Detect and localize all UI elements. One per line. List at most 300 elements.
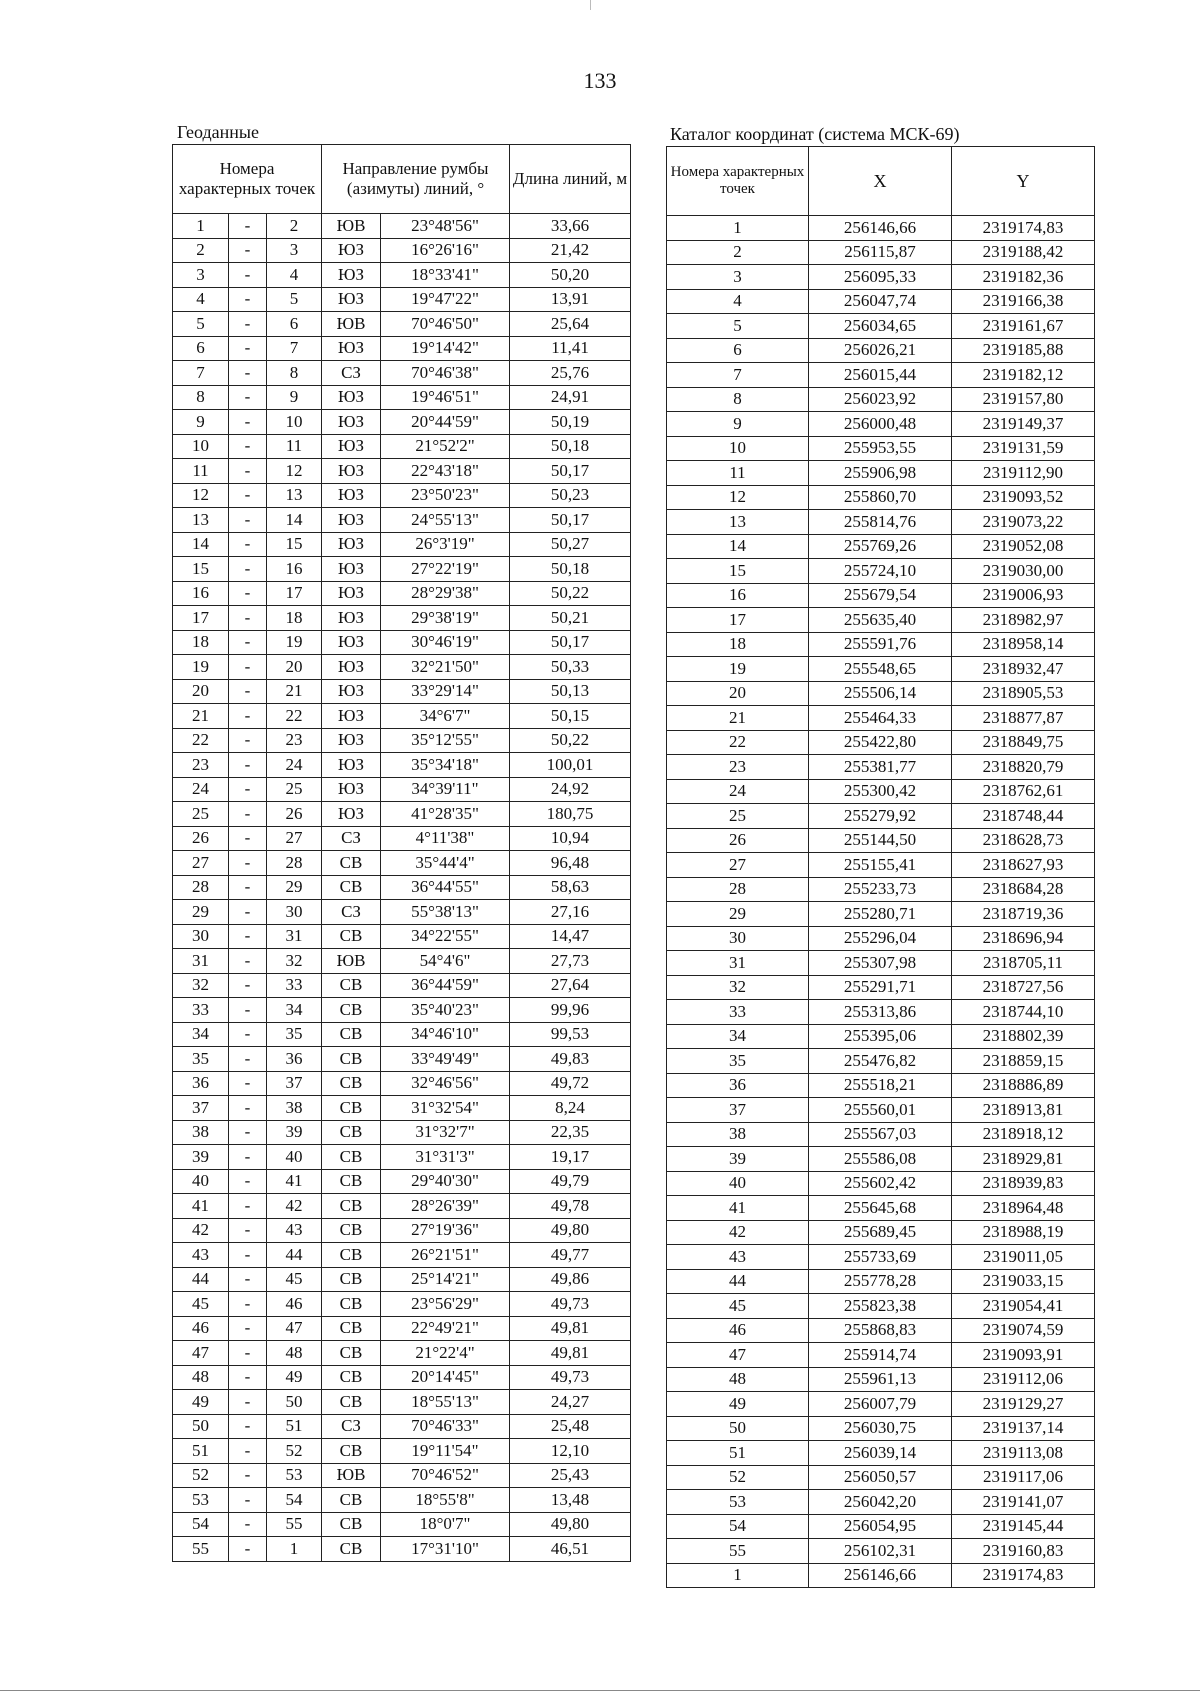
- from-point-cell: 46: [173, 1316, 229, 1341]
- y-cell: 2319129,27: [952, 1392, 1095, 1417]
- rhumb-cell: СВ: [322, 924, 381, 949]
- length-cell: 13,91: [510, 287, 631, 312]
- from-point-cell: 52: [173, 1463, 229, 1488]
- catalog-row: [667, 485, 1095, 510]
- y-cell: 2318628,73: [952, 828, 1095, 853]
- length-cell: 50,17: [510, 508, 631, 533]
- azimuth-cell: 70°46'50": [381, 312, 510, 337]
- length-cell: 8,24: [510, 1096, 631, 1121]
- x-cell: 256054,95: [809, 1514, 952, 1539]
- dash-cell: -: [229, 777, 267, 802]
- rhumb-cell: ЮЗ: [322, 263, 381, 288]
- x-cell: 255586,08: [809, 1147, 952, 1172]
- y-cell: 2319113,08: [952, 1441, 1095, 1466]
- geodata-row: [173, 1512, 631, 1537]
- dash-cell: -: [229, 508, 267, 533]
- x-cell: 255689,45: [809, 1220, 952, 1245]
- y-cell: 2319073,22: [952, 510, 1095, 535]
- geodata-row: [173, 434, 631, 459]
- azimuth-cell: 32°46'56": [381, 1071, 510, 1096]
- from-point-cell: 8: [173, 385, 229, 410]
- length-cell: 49,81: [510, 1341, 631, 1366]
- point-cell: 9: [667, 412, 809, 437]
- x-cell: 255476,82: [809, 1049, 952, 1074]
- y-cell: 2319160,83: [952, 1539, 1095, 1564]
- catalog-row: [667, 436, 1095, 461]
- from-point-cell: 31: [173, 949, 229, 974]
- rhumb-cell: СВ: [322, 1292, 381, 1317]
- dash-cell: -: [229, 875, 267, 900]
- dash-cell: -: [229, 483, 267, 508]
- azimuth-cell: 26°3'19": [381, 532, 510, 557]
- geodata-row: [173, 1071, 631, 1096]
- rhumb-cell: СВ: [322, 1071, 381, 1096]
- rhumb-cell: СВ: [322, 875, 381, 900]
- dash-cell: -: [229, 459, 267, 484]
- point-cell: 52: [667, 1465, 809, 1490]
- azimuth-cell: 31°31'3": [381, 1145, 510, 1170]
- to-point-cell: 37: [267, 1071, 322, 1096]
- length-cell: 49,86: [510, 1267, 631, 1292]
- geodata-row: [173, 1365, 631, 1390]
- point-cell: 11: [667, 461, 809, 486]
- length-cell: 49,77: [510, 1243, 631, 1268]
- dash-cell: -: [229, 1194, 267, 1219]
- length-cell: 99,96: [510, 998, 631, 1023]
- y-cell: 2319054,41: [952, 1294, 1095, 1319]
- catalog-row: [667, 755, 1095, 780]
- point-cell: 1: [667, 216, 809, 241]
- rhumb-cell: ЮВ: [322, 214, 381, 239]
- length-cell: 99,53: [510, 1022, 631, 1047]
- dash-cell: -: [229, 557, 267, 582]
- geodata-row: [173, 1341, 631, 1366]
- y-cell: 2318929,81: [952, 1147, 1095, 1172]
- azimuth-cell: 23°48'56": [381, 214, 510, 239]
- length-cell: 50,23: [510, 483, 631, 508]
- azimuth-cell: 22°49'21": [381, 1316, 510, 1341]
- point-cell: 28: [667, 877, 809, 902]
- from-point-cell: 36: [173, 1071, 229, 1096]
- geodata-row: [173, 312, 631, 337]
- catalog-row: [667, 1490, 1095, 1515]
- y-cell: 2318886,89: [952, 1073, 1095, 1098]
- catalog-row: [667, 240, 1095, 265]
- y-cell: 2319030,00: [952, 559, 1095, 584]
- catalog-row: [667, 706, 1095, 731]
- to-point-cell: 27: [267, 826, 322, 851]
- length-cell: 25,64: [510, 312, 631, 337]
- rhumb-cell: СВ: [322, 1537, 381, 1562]
- azimuth-cell: 33°49'49": [381, 1047, 510, 1072]
- y-cell: 2318727,56: [952, 975, 1095, 1000]
- y-cell: 2319182,36: [952, 265, 1095, 290]
- x-cell: 256095,33: [809, 265, 952, 290]
- catalog-row: [667, 1171, 1095, 1196]
- azimuth-cell: 36°44'55": [381, 875, 510, 900]
- catalog-row: [667, 1024, 1095, 1049]
- dash-cell: -: [229, 1071, 267, 1096]
- dash-cell: -: [229, 312, 267, 337]
- y-cell: 2319093,52: [952, 485, 1095, 510]
- from-point-cell: 17: [173, 606, 229, 631]
- y-cell: 2318802,39: [952, 1024, 1095, 1049]
- rhumb-cell: СВ: [322, 1365, 381, 1390]
- length-cell: 21,42: [510, 238, 631, 263]
- y-cell: 2319131,59: [952, 436, 1095, 461]
- length-cell: 49,73: [510, 1365, 631, 1390]
- azimuth-cell: 19°14'42": [381, 336, 510, 361]
- length-cell: 50,21: [510, 606, 631, 631]
- catalog-row: [667, 510, 1095, 535]
- y-cell: 2318762,61: [952, 779, 1095, 804]
- point-cell: 34: [667, 1024, 809, 1049]
- dash-cell: -: [229, 704, 267, 729]
- azimuth-cell: 34°39'11": [381, 777, 510, 802]
- rhumb-cell: ЮЗ: [322, 508, 381, 533]
- y-cell: 2318705,11: [952, 951, 1095, 976]
- to-point-cell: 28: [267, 851, 322, 876]
- from-point-cell: 20: [173, 679, 229, 704]
- y-cell: 2319157,80: [952, 387, 1095, 412]
- to-point-cell: 35: [267, 1022, 322, 1047]
- geodata-table: [172, 144, 631, 1562]
- geodata-row: [173, 557, 631, 582]
- from-point-cell: 38: [173, 1120, 229, 1145]
- point-cell: 47: [667, 1343, 809, 1368]
- point-cell: 24: [667, 779, 809, 804]
- azimuth-cell: 26°21'51": [381, 1243, 510, 1268]
- dash-cell: -: [229, 1267, 267, 1292]
- catalog-row: [667, 951, 1095, 976]
- rhumb-cell: СЗ: [322, 900, 381, 925]
- length-header: Длина линий, м: [510, 145, 631, 214]
- azimuth-cell: 34°6'7": [381, 704, 510, 729]
- dash-cell: -: [229, 1365, 267, 1390]
- point-cell: 22: [667, 730, 809, 755]
- geodata-body: [173, 214, 631, 1562]
- dash-cell: -: [229, 1414, 267, 1439]
- catalog-row: [667, 1465, 1095, 1490]
- dash-cell: -: [229, 263, 267, 288]
- to-point-cell: 10: [267, 410, 322, 435]
- rhumb-cell: ЮЗ: [322, 655, 381, 680]
- length-cell: 50,13: [510, 679, 631, 704]
- rhumb-cell: ЮЗ: [322, 434, 381, 459]
- x-cell: 255291,71: [809, 975, 952, 1000]
- from-point-cell: 27: [173, 851, 229, 876]
- x-cell: 255567,03: [809, 1122, 952, 1147]
- catalog-caption: Каталог координат (система МСК-69): [670, 124, 960, 144]
- azimuth-cell: 4°11'38": [381, 826, 510, 851]
- catalog-row: [667, 681, 1095, 706]
- catalog-row: [667, 1441, 1095, 1466]
- from-point-cell: 40: [173, 1169, 229, 1194]
- point-cell: 6: [667, 338, 809, 363]
- y-cell: 2318859,15: [952, 1049, 1095, 1074]
- dash-cell: -: [229, 1169, 267, 1194]
- from-point-cell: 45: [173, 1292, 229, 1317]
- length-cell: 25,48: [510, 1414, 631, 1439]
- rhumb-cell: СВ: [322, 1218, 381, 1243]
- x-cell: 255464,33: [809, 706, 952, 731]
- length-cell: 50,22: [510, 581, 631, 606]
- x-cell: 256034,65: [809, 314, 952, 339]
- to-point-cell: 54: [267, 1488, 322, 1513]
- point-cell: 32: [667, 975, 809, 1000]
- azimuth-cell: 21°22'4": [381, 1341, 510, 1366]
- y-cell: 2318918,12: [952, 1122, 1095, 1147]
- to-point-cell: 33: [267, 973, 322, 998]
- dash-cell: -: [229, 1096, 267, 1121]
- to-point-cell: 20: [267, 655, 322, 680]
- length-cell: 14,47: [510, 924, 631, 949]
- dash-cell: -: [229, 214, 267, 239]
- from-point-cell: 12: [173, 483, 229, 508]
- point-cell: 25: [667, 804, 809, 829]
- length-cell: 49,78: [510, 1194, 631, 1219]
- rhumb-cell: СВ: [322, 1169, 381, 1194]
- length-cell: 50,20: [510, 263, 631, 288]
- from-point-cell: 23: [173, 753, 229, 778]
- catalog-row: [667, 877, 1095, 902]
- from-point-cell: 47: [173, 1341, 229, 1366]
- geodata-row: [173, 238, 631, 263]
- length-cell: 58,63: [510, 875, 631, 900]
- scan-edge-line: [0, 1690, 1200, 1691]
- page-number: 133: [583, 68, 617, 93]
- geodata-header-row: [173, 145, 631, 214]
- rhumb-cell: ЮЗ: [322, 336, 381, 361]
- rhumb-cell: ЮЗ: [322, 385, 381, 410]
- geodata-row: [173, 851, 631, 876]
- length-cell: 96,48: [510, 851, 631, 876]
- length-cell: 50,22: [510, 728, 631, 753]
- geodata-row: [173, 214, 631, 239]
- geodata-row: [173, 973, 631, 998]
- to-point-cell: 22: [267, 704, 322, 729]
- point-cell: 1: [667, 1563, 809, 1588]
- y-cell: 2319141,07: [952, 1490, 1095, 1515]
- point-cell: 36: [667, 1073, 809, 1098]
- geodata-row: [173, 900, 631, 925]
- rhumb-cell: СВ: [322, 1120, 381, 1145]
- y-cell: 2319093,91: [952, 1343, 1095, 1368]
- geodata-row: [173, 1463, 631, 1488]
- rhumb-cell: ЮВ: [322, 312, 381, 337]
- catalog-row: [667, 387, 1095, 412]
- from-point-cell: 42: [173, 1218, 229, 1243]
- length-cell: 11,41: [510, 336, 631, 361]
- geodata-row: [173, 1022, 631, 1047]
- to-point-cell: 7: [267, 336, 322, 361]
- to-point-cell: 53: [267, 1463, 322, 1488]
- geodata-row: [173, 410, 631, 435]
- y-cell: 2318932,47: [952, 657, 1095, 682]
- x-cell: 255144,50: [809, 828, 952, 853]
- from-point-cell: 48: [173, 1365, 229, 1390]
- catalog-row: [667, 975, 1095, 1000]
- x-cell: 256030,75: [809, 1416, 952, 1441]
- rhumb-cell: СВ: [322, 1022, 381, 1047]
- from-point-cell: 25: [173, 802, 229, 827]
- to-point-cell: 6: [267, 312, 322, 337]
- length-cell: 24,92: [510, 777, 631, 802]
- y-cell: 2319011,05: [952, 1245, 1095, 1270]
- y-cell: 2318913,81: [952, 1098, 1095, 1123]
- y-cell: 2319117,06: [952, 1465, 1095, 1490]
- length-cell: 100,01: [510, 753, 631, 778]
- rhumb-cell: ЮЗ: [322, 238, 381, 263]
- y-cell: 2319145,44: [952, 1514, 1095, 1539]
- geodata-row: [173, 1169, 631, 1194]
- x-cell: 255733,69: [809, 1245, 952, 1270]
- geodata-row: [173, 924, 631, 949]
- to-point-cell: 48: [267, 1341, 322, 1366]
- point-cell: 15: [667, 559, 809, 584]
- from-point-cell: 28: [173, 875, 229, 900]
- y-cell: 2318744,10: [952, 1000, 1095, 1025]
- dash-cell: -: [229, 1488, 267, 1513]
- dash-cell: -: [229, 532, 267, 557]
- geodata-row: [173, 875, 631, 900]
- catalog-row: [667, 632, 1095, 657]
- to-point-cell: 30: [267, 900, 322, 925]
- geodata-row: [173, 1120, 631, 1145]
- azimuth-cell: 22°43'18": [381, 459, 510, 484]
- catalog-row: [667, 534, 1095, 559]
- y-cell: 2318939,83: [952, 1171, 1095, 1196]
- point-cell: 46: [667, 1318, 809, 1343]
- azimuth-cell: 35°44'4": [381, 851, 510, 876]
- catalog-row: [667, 853, 1095, 878]
- y-cell: 2319137,14: [952, 1416, 1095, 1441]
- x-cell: 255313,86: [809, 1000, 952, 1025]
- geodata-row: [173, 630, 631, 655]
- rhumb-cell: СЗ: [322, 1414, 381, 1439]
- geodata-row: [173, 1316, 631, 1341]
- point-cell: 27: [667, 853, 809, 878]
- geodata-row: [173, 1243, 631, 1268]
- length-cell: 27,64: [510, 973, 631, 998]
- catalog-row: [667, 314, 1095, 339]
- x-cell: 256146,66: [809, 216, 952, 241]
- length-cell: 13,48: [510, 1488, 631, 1513]
- length-cell: 49,72: [510, 1071, 631, 1096]
- azimuth-cell: 17°31'10": [381, 1537, 510, 1562]
- to-point-cell: 50: [267, 1390, 322, 1415]
- x-cell: 255422,80: [809, 730, 952, 755]
- x-cell: 255602,42: [809, 1171, 952, 1196]
- azimuth-cell: 19°11'54": [381, 1439, 510, 1464]
- from-point-cell: 19: [173, 655, 229, 680]
- y-cell: 2319185,88: [952, 338, 1095, 363]
- y-cell: 2318982,97: [952, 608, 1095, 633]
- from-point-cell: 44: [173, 1267, 229, 1292]
- azimuth-cell: 23°56'29": [381, 1292, 510, 1317]
- y-cell: 2319166,38: [952, 289, 1095, 314]
- catalog-points-header: Номера характерных точек: [667, 147, 809, 216]
- y-cell: 2319112,06: [952, 1367, 1095, 1392]
- rhumb-cell: ЮЗ: [322, 777, 381, 802]
- geodata-row: [173, 1047, 631, 1072]
- from-point-cell: 41: [173, 1194, 229, 1219]
- from-point-cell: 11: [173, 459, 229, 484]
- x-cell: 255155,41: [809, 853, 952, 878]
- to-point-cell: 43: [267, 1218, 322, 1243]
- point-cell: 33: [667, 1000, 809, 1025]
- geodata-row: [173, 385, 631, 410]
- to-point-cell: 47: [267, 1316, 322, 1341]
- length-cell: 25,43: [510, 1463, 631, 1488]
- catalog-row: [667, 1563, 1095, 1588]
- azimuth-cell: 19°47'22": [381, 287, 510, 312]
- point-cell: 48: [667, 1367, 809, 1392]
- to-point-cell: 1: [267, 1537, 322, 1562]
- point-cell: 7: [667, 363, 809, 388]
- x-cell: 255560,01: [809, 1098, 952, 1123]
- x-cell: 255300,42: [809, 779, 952, 804]
- dash-cell: -: [229, 434, 267, 459]
- to-point-cell: 36: [267, 1047, 322, 1072]
- point-cell: 42: [667, 1220, 809, 1245]
- geodata-row: [173, 728, 631, 753]
- geodata-row: [173, 1267, 631, 1292]
- from-point-cell: 39: [173, 1145, 229, 1170]
- length-cell: 33,66: [510, 214, 631, 239]
- from-point-cell: 13: [173, 508, 229, 533]
- x-cell: 255953,55: [809, 436, 952, 461]
- from-point-cell: 32: [173, 973, 229, 998]
- to-point-cell: 38: [267, 1096, 322, 1121]
- y-cell: 2319052,08: [952, 534, 1095, 559]
- x-cell: 255395,06: [809, 1024, 952, 1049]
- x-cell: 255591,76: [809, 632, 952, 657]
- rhumb-cell: СВ: [322, 1194, 381, 1219]
- geodata-row: [173, 949, 631, 974]
- azimuth-cell: 24°55'13": [381, 508, 510, 533]
- x-cell: 255307,98: [809, 951, 952, 976]
- rhumb-cell: ЮЗ: [322, 630, 381, 655]
- catalog-row: [667, 657, 1095, 682]
- length-cell: 24,27: [510, 1390, 631, 1415]
- length-cell: 24,91: [510, 385, 631, 410]
- azimuth-cell: 18°0'7": [381, 1512, 510, 1537]
- from-point-cell: 24: [173, 777, 229, 802]
- rhumb-cell: ЮЗ: [322, 483, 381, 508]
- y-cell: 2318849,75: [952, 730, 1095, 755]
- points-header: Номера характерных точек: [173, 145, 322, 214]
- point-cell: 40: [667, 1171, 809, 1196]
- point-cell: 14: [667, 534, 809, 559]
- to-point-cell: 49: [267, 1365, 322, 1390]
- rhumb-cell: СВ: [322, 1096, 381, 1121]
- length-cell: 12,10: [510, 1439, 631, 1464]
- length-cell: 49,73: [510, 1292, 631, 1317]
- geodata-row: [173, 361, 631, 386]
- dash-cell: -: [229, 1439, 267, 1464]
- y-cell: 2319112,90: [952, 461, 1095, 486]
- from-point-cell: 16: [173, 581, 229, 606]
- azimuth-cell: 35°12'55": [381, 728, 510, 753]
- length-cell: 50,17: [510, 459, 631, 484]
- azimuth-cell: 41°28'35": [381, 802, 510, 827]
- y-cell: 2319188,42: [952, 240, 1095, 265]
- azimuth-cell: 55°38'13": [381, 900, 510, 925]
- rhumb-cell: СВ: [322, 1341, 381, 1366]
- rhumb-cell: СВ: [322, 1145, 381, 1170]
- dash-cell: -: [229, 581, 267, 606]
